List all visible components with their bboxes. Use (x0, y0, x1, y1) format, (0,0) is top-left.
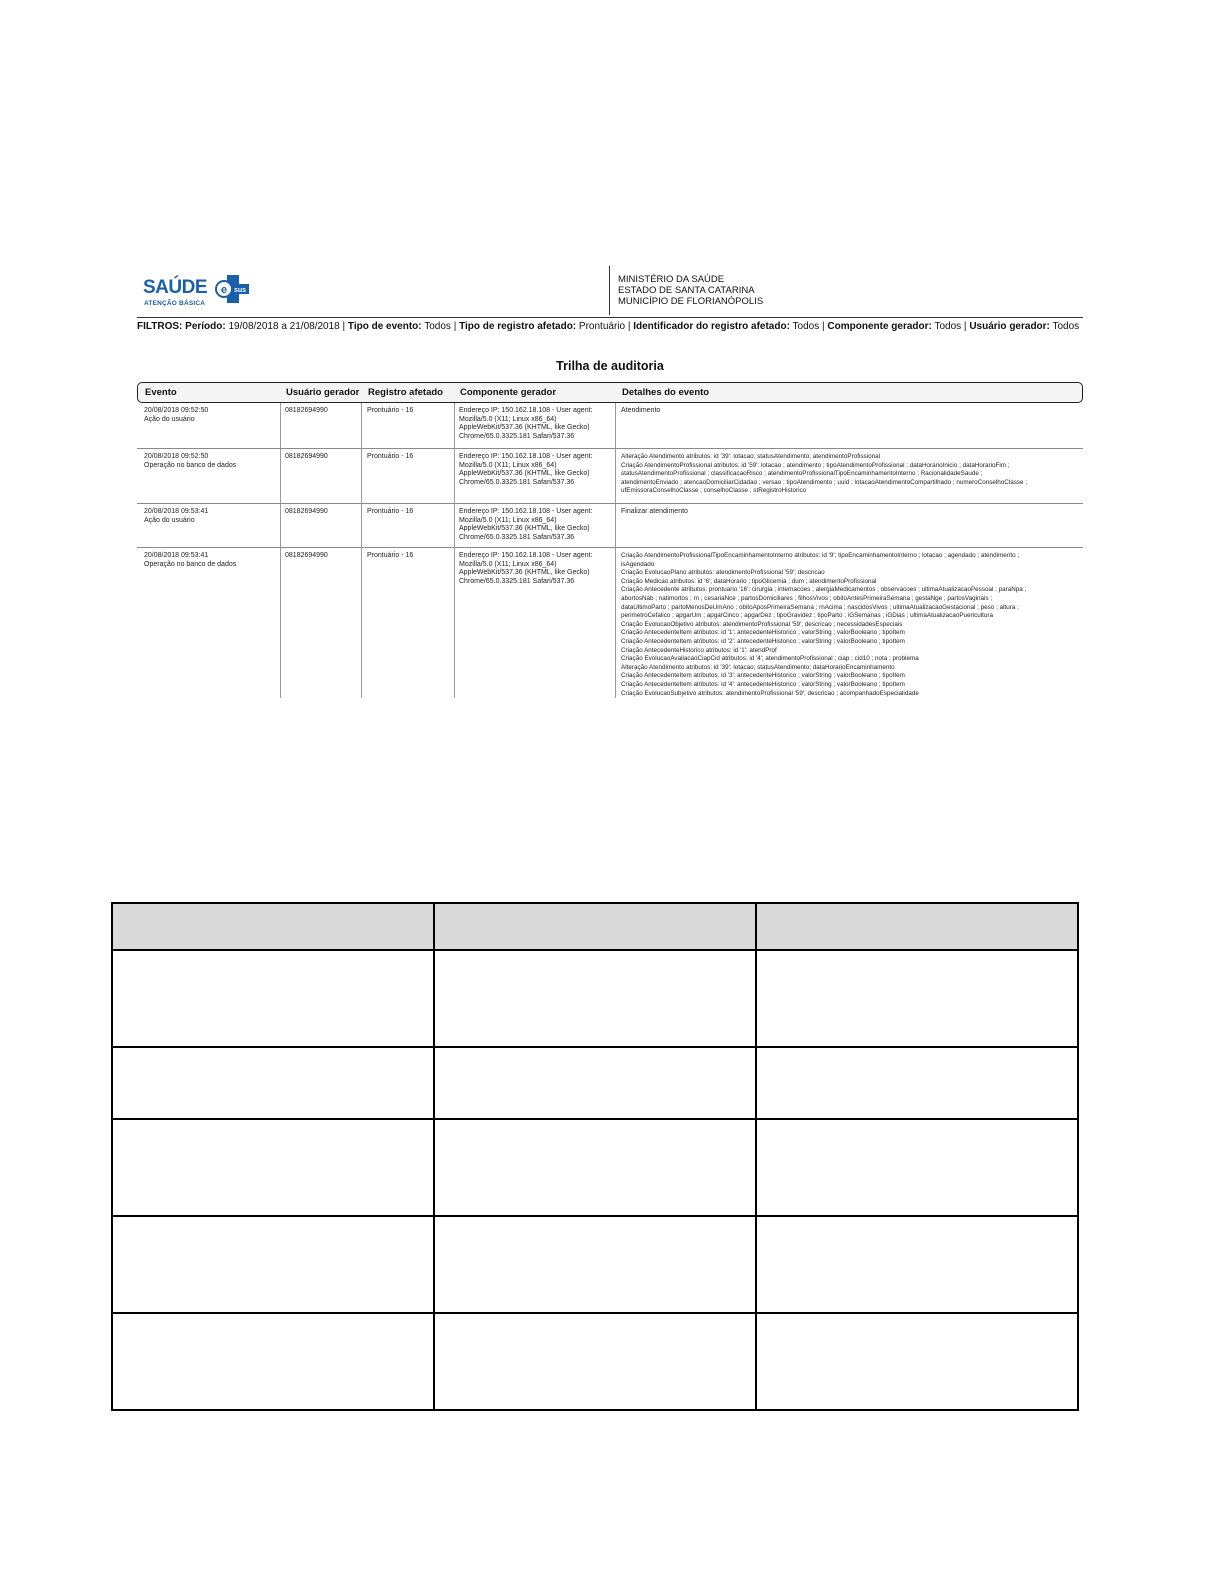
details-line: Criação AtendimentoProfissionalTipoEncaminhamentoInterno atributos: id '9'; tipoEncaminhamentoInterno ; lotacao ; agendado ; atendimento ; (621, 552, 1020, 559)
component-line: AppleWebKit/537.36 (KHTML, like Gecko) (459, 424, 590, 432)
component-line: Endereço IP: 150.162.18.108 - User agent: (459, 453, 593, 460)
logo-subtitle: ATENÇÃO BÁSICA (144, 300, 206, 307)
column-divider (615, 449, 616, 503)
user-cell: 08182694990 (285, 552, 328, 559)
component-line: AppleWebKit/537.36 (KHTML, like Gecko) (459, 525, 590, 533)
record-cell: Prontuário - 16 (367, 407, 414, 414)
tipo-registro-label: Tipo de registro afetado: (459, 321, 577, 332)
column-divider (280, 403, 281, 448)
column-divider (454, 548, 455, 698)
details-line: Criação AntecedenteHistorico atributos: id '1': atendProf (621, 646, 777, 654)
empty-cell (756, 1047, 1078, 1119)
component-line: Endereço IP: 150.162.18.108 - User agent: (459, 407, 593, 414)
empty-cell (112, 1047, 434, 1119)
empty-header-cell (434, 903, 756, 950)
empty-table (111, 902, 1079, 1411)
event-type: Operação no banco de dados (144, 560, 237, 568)
empty-table-header-row (112, 903, 1078, 950)
component-line: Mozilla/5.0 (X11; Linux x86_64) (459, 415, 557, 423)
details-line: Criação AntecedenteItem atributos: id '1': antecedenteHistorico ; valorString ; valorBooleano ; tipoItem (621, 629, 905, 637)
details-line: atendimentoEnviado ; atencaoDomiciliarCidadao ; versao ; tipoAtendimento ; uuid ; lotacaoAtendimentoCompartilhado ; numeroConselhoClasse ; (621, 478, 1028, 486)
event-cell (144, 552, 236, 569)
logo-brand: SAÚDE (143, 277, 208, 298)
details-line: Criação AntecedenteItem atributos: id '4': antecedenteHistorico ; valorString ; valorBooleano ; tipoItem (621, 680, 905, 688)
audit-report-image (137, 262, 1083, 698)
details-line: Criação AntecedenteItem atributos: id '2': antecedenteHistorico ; valorString ; valorBooleano ; tipoItem (621, 637, 905, 645)
state-line: ESTADO DE SANTA CATARINA (618, 285, 755, 296)
column-divider (361, 449, 362, 503)
filter-separator: | (963, 321, 967, 332)
user-cell: 08182694990 (285, 407, 328, 414)
column-divider (361, 504, 362, 547)
empty-table-row (112, 1047, 1078, 1119)
details-line: statusAtendimentoProfissional ; classificacaoRisco ; atendimentoProfissionalTipoEncaminhamentoInterno ; RacionalidadeSaude ; (621, 470, 983, 478)
event-datetime: 20/08/2018 09:53:41 (144, 508, 209, 515)
esus-cross-icon (213, 273, 253, 303)
identificador-label: Identificador do registro afetado: (633, 321, 790, 332)
column-divider (361, 403, 362, 448)
details-line: Criação AtendimentoProfissional atributos: id '59': lotacao ; atendimento ; tipoAtendimentoProfissional ; dataHorarioInicio ; dataHorarioFim ; (621, 461, 1010, 469)
column-divider (361, 548, 362, 698)
column-divider (615, 403, 616, 448)
details-line: ufEmissoraConselhoClasse ; conselhoClasse ; stRegistroHistorico (621, 487, 807, 495)
filter-separator: | (627, 321, 631, 332)
component-line: Mozilla/5.0 (X11; Linux x86_64) (459, 516, 557, 524)
tipo-registro-value: Prontuário (578, 321, 626, 332)
component-cell (459, 407, 592, 441)
ministry-line: MINISTÉRIO DA SAÚDE (618, 274, 725, 285)
details-line: Atendimento (621, 407, 661, 414)
details-line: Criação Antecedente atributos: prontuario '16': cirurgia ; internacoes ; alergiaMedicamentos ; observacoes ; ultimaAtualizacaoPessoal ; paraNpa ; (621, 586, 1027, 594)
user-cell: 08182694990 (285, 508, 328, 515)
empty-table-row (112, 1119, 1078, 1216)
filter-separator: | (342, 321, 346, 332)
event-datetime: 20/08/2018 09:52:50 (144, 407, 209, 414)
table-row (137, 504, 1083, 548)
filters-line (137, 321, 1079, 332)
details-line: Criação EvolucaoAvaliacaoCiapCid atributos: id '4'; atendimentoProfissional ; ciap ; cid10 ; nota ; problema (621, 655, 919, 663)
municipality-line: MUNICÍPIO DE FLORIANÓPOLIS (618, 296, 764, 307)
details-line: Alteração Atendimento atributos: id '39': lotacao; statusAtendimento; dataHorarioEncaminhamento (621, 663, 895, 671)
component-line: Endereço IP: 150.162.18.108 - User agent: (459, 552, 593, 559)
table-row (137, 548, 1083, 698)
identificador-value: Todos (792, 321, 820, 332)
periodo-label: Período: (185, 321, 226, 332)
record-cell: Prontuário - 16 (367, 453, 414, 460)
details-cell (621, 552, 1026, 698)
report-header (137, 262, 1083, 317)
event-type: Ação do usuário (144, 415, 195, 423)
column-divider (280, 504, 281, 547)
column-divider (454, 403, 455, 448)
saude-esus-logo (143, 271, 263, 309)
event-datetime: 20/08/2018 09:52:50 (144, 453, 209, 460)
empty-cell (434, 1047, 756, 1119)
details-cell (621, 407, 660, 416)
svg-text:sus: sus (233, 287, 247, 294)
component-line: Mozilla/5.0 (X11; Linux x86_64) (459, 560, 557, 568)
header-divider (609, 266, 610, 315)
empty-cell (434, 1313, 756, 1410)
column-divider (615, 548, 616, 698)
report-title: Trilha de auditoria (556, 359, 664, 373)
componente-value: Todos (934, 321, 962, 332)
usuario-value: Todos (1052, 321, 1080, 332)
empty-table-row (112, 950, 1078, 1047)
svg-text:e: e (220, 284, 228, 296)
col-componente: Componente gerador (460, 387, 557, 398)
column-divider (280, 449, 281, 503)
details-line: isAgendado (621, 560, 655, 568)
component-line: AppleWebKit/537.36 (KHTML, like Gecko) (459, 470, 590, 478)
event-datetime: 20/08/2018 09:53:41 (144, 552, 209, 559)
empty-cell (112, 1119, 434, 1216)
componente-label: Componente gerador: (827, 321, 932, 332)
audit-table-header (137, 382, 1083, 403)
details-line: perimetroCefalico ; apgarUm ; apgarCinco ; apgarDez ; tipoGravidez ; tipoParto ; iGSemanas ; iGDias ; ultimaAtualizacaoPuericultura (621, 612, 994, 620)
record-cell: Prontuário - 16 (367, 552, 414, 559)
column-divider (615, 504, 616, 547)
filters-label: FILTROS: (137, 321, 183, 332)
details-line: Criação EvolucaoPlano atributos: atendimentoProfissional '59'; descricao (621, 569, 825, 577)
empty-cell (434, 1119, 756, 1216)
details-line: Finalizar atendimento (621, 508, 688, 515)
event-cell (144, 508, 208, 525)
empty-header-cell (112, 903, 434, 950)
tipo-evento-value: Todos (424, 321, 451, 332)
details-line: Criação Medicao atributos: id '6'; dataHorario ; tipoGlicemia ; dum ; atendimentoProfissional (621, 577, 877, 585)
periodo-value: 19/08/2018 a 21/08/2018 (228, 321, 340, 332)
empty-table-row (112, 1313, 1078, 1410)
details-line: dataUltimoParto ; partoMenosDeUmAno ; obitoAposPrimeiraSemana ; rnAcima ; nascidosVivos ; ultimaAtualizacaoGestacional ; peso ; altura ; (621, 603, 1019, 611)
component-line: Chrome/65.0.3325.181 Safari/537.36 (459, 533, 575, 541)
details-cell (621, 453, 1027, 496)
empty-cell (112, 950, 434, 1047)
empty-cell (756, 950, 1078, 1047)
empty-cell (756, 1216, 1078, 1313)
table-row (137, 449, 1083, 504)
component-line: Chrome/65.0.3325.181 Safari/537.36 (459, 478, 575, 486)
component-line: Endereço IP: 150.162.18.108 - User agent: (459, 508, 593, 515)
component-line: Chrome/65.0.3325.181 Safari/537.36 (459, 577, 575, 585)
details-cell (621, 508, 688, 517)
empty-cell (112, 1313, 434, 1410)
usuario-label: Usuário gerador: (969, 321, 1050, 332)
event-type: Operação no banco de dados (144, 461, 237, 469)
filter-separator: | (822, 321, 825, 332)
empty-cell (112, 1216, 434, 1313)
col-usuario: Usuário gerador (286, 387, 360, 398)
component-cell (459, 453, 592, 487)
ministry-block (618, 274, 763, 307)
details-line: Criação EvolucaoSubjetivo atributos: atendimentoProfissional '59'; descricao ; acompanhadoEspecialidade (621, 689, 919, 697)
details-line: Criação AntecedenteItem atributos: id '3': antecedenteHistorico ; valorString ; valorBooleano ; tipoItem (621, 672, 905, 680)
empty-cell (756, 1119, 1078, 1216)
details-line: Criação EvolucaoObjetivo atributos: atendimentoProfissional '59'; descricao ; necessidadesEspeciais (621, 620, 903, 628)
user-cell: 08182694990 (285, 453, 328, 460)
table-row (137, 403, 1083, 449)
empty-cell (756, 1313, 1078, 1410)
empty-header-cell (756, 903, 1078, 950)
empty-cell (434, 1216, 756, 1313)
tipo-evento-label: Tipo de evento: (347, 321, 422, 332)
col-detalhes: Detalhes do evento (622, 387, 710, 398)
event-cell (144, 453, 236, 470)
record-cell: Prontuário - 16 (367, 508, 414, 515)
filter-separator: | (453, 321, 457, 332)
header-rule (137, 317, 1083, 318)
column-divider (454, 504, 455, 547)
column-divider (454, 449, 455, 503)
component-line: AppleWebKit/537.36 (KHTML, like Gecko) (459, 569, 590, 577)
empty-table-row (112, 1216, 1078, 1313)
empty-cell (434, 950, 756, 1047)
component-line: Chrome/65.0.3325.181 Safari/537.36 (459, 432, 575, 440)
details-line: Alteração Atendimento atributos: id '39': lotacao; statusAtendimento; atendimentoProfissional (621, 453, 880, 460)
details-line: abortosNab ; natimortos ; rn ; cesariaNce ; partosDomiciliares ; filhosVivos ; obitoAntesPrimeiraSemana ; gestaNge ; partosVaginais ; (621, 594, 993, 602)
component-cell (459, 552, 592, 586)
component-cell (459, 508, 592, 542)
event-type: Ação do usuário (144, 516, 195, 524)
col-registro: Registro afetado (368, 387, 443, 398)
col-evento: Evento (145, 387, 177, 398)
column-divider (280, 548, 281, 698)
component-line: Mozilla/5.0 (X11; Linux x86_64) (459, 461, 557, 469)
event-cell (144, 407, 208, 424)
